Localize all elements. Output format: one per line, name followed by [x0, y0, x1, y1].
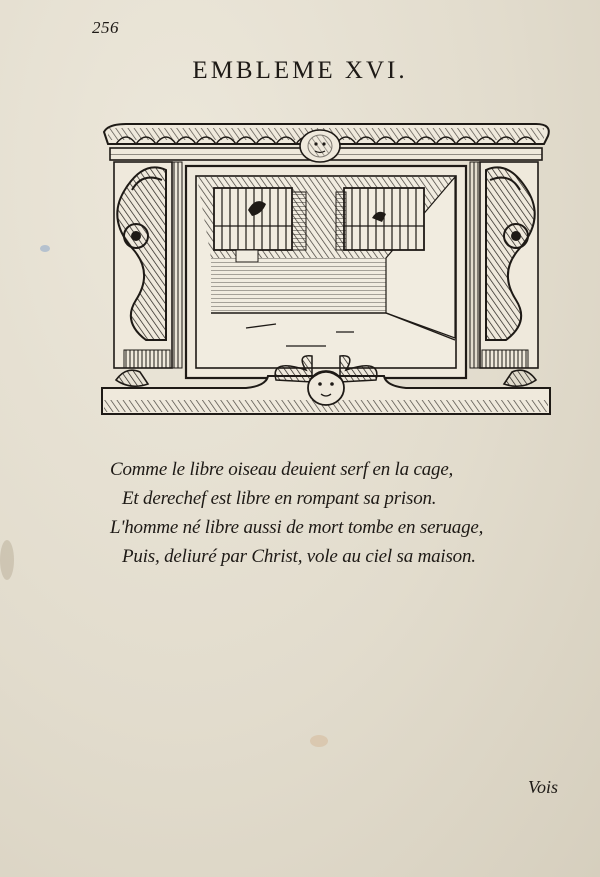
paper-stain: [0, 540, 14, 580]
left-bird-cage: [214, 188, 306, 262]
paper-stain: [40, 245, 50, 252]
paper-stain: [310, 735, 328, 747]
left-column: [114, 162, 182, 368]
catchword: Vois: [528, 777, 559, 797]
frame-cornice: [104, 124, 549, 162]
right-bird-cage: [336, 188, 424, 250]
top-mask-ornament: [300, 130, 340, 162]
verse-line: Et derechef est libre en rompant sa prison.: [122, 488, 437, 509]
verse-line: Puis, deliuré par Christ, vole au ciel sa maison.: [122, 546, 476, 567]
right-column: [470, 162, 538, 368]
woodcut-illustration: [96, 118, 556, 428]
emblem-title: EMBLEME XVI.: [192, 57, 408, 84]
verse-line: Comme le libre oiseau deuient serf en la cage,: [110, 459, 454, 480]
page-number: 256: [92, 18, 119, 37]
verse-line: L'homme né libre aussi de mort tombe en seruage,: [110, 517, 484, 538]
emblem-verse: [110, 455, 580, 571]
